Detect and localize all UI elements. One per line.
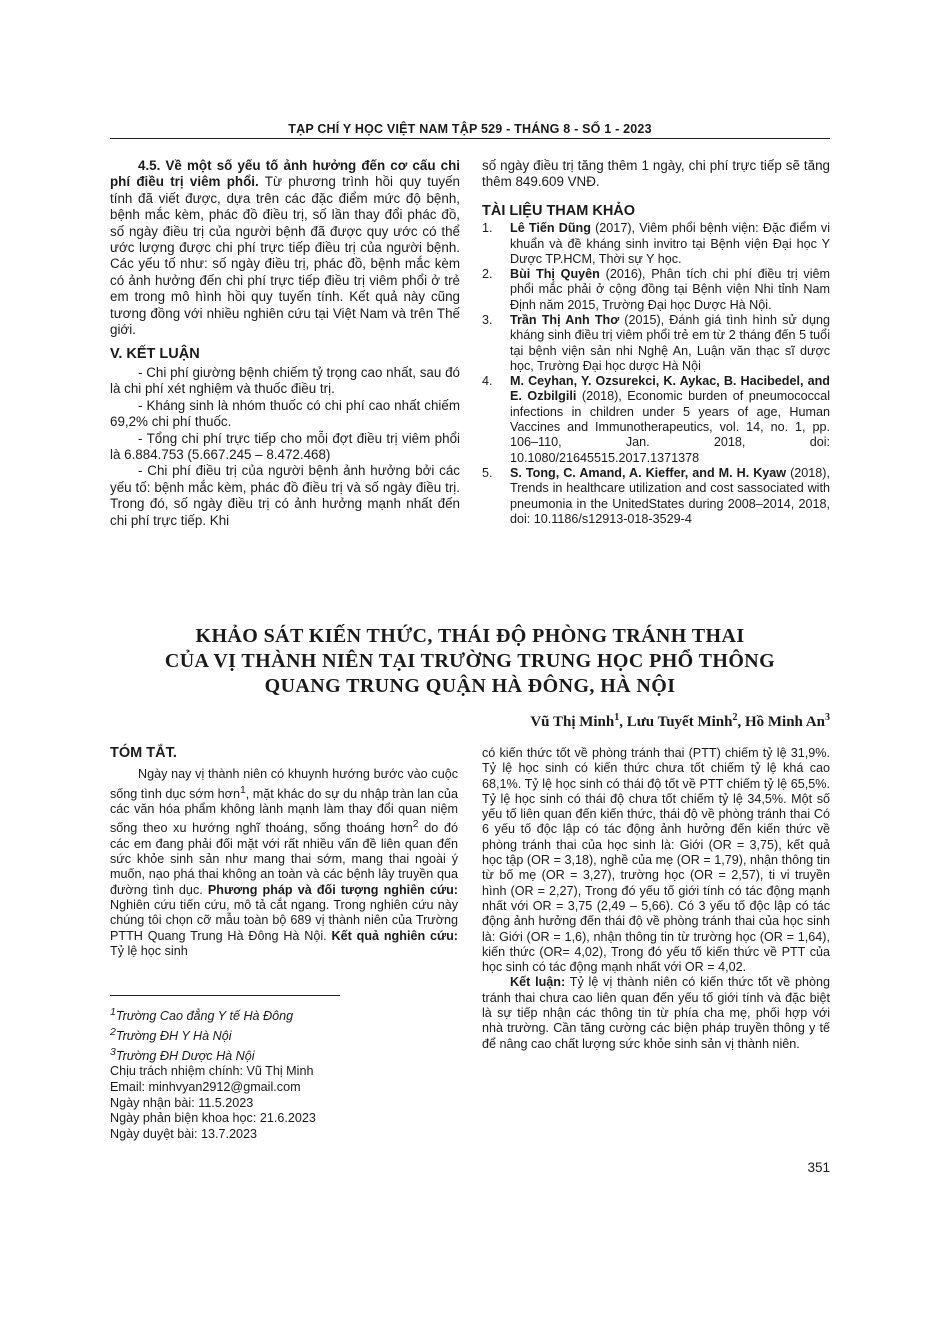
date-received: Ngày nhận bài: 11.5.2023 bbox=[110, 1095, 254, 1110]
reference-author: Trần Thị Anh Thơ bbox=[510, 313, 620, 327]
affiliation-text: Trường ĐH Dược Hà Nội bbox=[115, 1048, 255, 1063]
section-4-5-text: Từ phương trình hồi quy tuyến tính đã viết được, dựa trên các đặc điểm mức độ bệnh, bệnh mắc kèm, phác đồ điều trị, số lần thay đổi phác đồ, số ngày điều trị của người bệnh đã được quy ước có thể ước lượng được chi phí trực tiếp điều trị của người bệnh. Các yếu tố như: số ngày điều trị, phác đồ, bệnh mắc kèm có ảnh hưởng đến chi phí trực tiếp điều trị viêm phổi ở trẻ em trong mô hình hồi quy tuyến tính. Kết quả này cũng tương đồng với nhiều nghiên cứu tại Việt Nam và trên Thế giới. bbox=[110, 174, 460, 338]
section-4-5 bbox=[110, 158, 460, 338]
reference-item bbox=[482, 267, 830, 313]
reference-text: (2017), Viêm phổi bệnh viện: Đặc điểm vi khuẩn và đề kháng sinh invitro tại Bệnh viện Đại học Y Dược TP.HCM, Thời sự Y học. bbox=[510, 221, 831, 266]
section-5-heading: V. KẾT LUẬN bbox=[110, 346, 200, 363]
affiliation-text: Trường ĐH Y Hà Nội bbox=[115, 1028, 232, 1043]
article-title bbox=[110, 624, 830, 699]
abstract-right-column bbox=[482, 746, 830, 1052]
citation-mark: 2 bbox=[412, 818, 419, 831]
conclusion-bullet: - Chi phí giường bệnh chiếm tỷ trọng cao nhất, sau đó là chi phí xét nghiệm và thuốc điều trị. bbox=[110, 364, 460, 397]
references-list bbox=[482, 221, 830, 527]
reference-item bbox=[482, 313, 830, 374]
header-rule bbox=[110, 138, 830, 139]
conclusion-bullet: - Kháng sinh là nhóm thuốc có chi phí cao nhất chiếm 69,2% chi phí thuốc. bbox=[110, 397, 460, 430]
affiliation-mark: 1 bbox=[110, 1006, 116, 1018]
section-4-5-heading: 4.5. Về một số yếu tố ảnh hưởng đến cơ cấu chi phí điều trị viêm phổi. bbox=[110, 158, 460, 190]
upper-left-column bbox=[110, 158, 460, 529]
affiliation bbox=[110, 1025, 410, 1045]
affiliation-mark: 2 bbox=[110, 1025, 116, 1038]
methods-text: Nghiên cứu tiến cứu, mô tả cắt ngang. Trong nghiên cứu này chúng tôi chọn cỡ mẫu toàn bộ 689 vị thành niên của Trường PTTH Quang Trung Hà Đông Hà Nội. bbox=[110, 898, 458, 943]
conclusion-bullet: - Tổng chi phí trực tiếp cho mỗi đợt điều trị viêm phổi là 6.884.753 (5.667.245 – 8.472.468) bbox=[110, 430, 460, 462]
author-name: Lưu Tuyết Minh bbox=[626, 714, 733, 730]
author-name: Vũ Thị Minh bbox=[530, 714, 615, 730]
conclusion-text: Tỷ lệ vị thành niên có kiến thức tốt về phòng tránh thai chưa cao liên quan đến yếu tố giới tính và đặc biệt là sự tiếp nhận các thông tin từ phía cha mẹ, phối hợp với nhà trường. Cần tăng cường các biện pháp truyền thông y tế để nâng cao chất lượng sức khỏe sinh sản vị thành niên. bbox=[482, 975, 830, 1051]
reference-author: S. Tong, C. Amand, A. Kieffer, and M. H. Kyaw bbox=[510, 465, 787, 480]
results-text: Tỷ lệ học sinh bbox=[110, 943, 188, 958]
footnote-rule bbox=[110, 995, 340, 996]
conclusion-paragraph bbox=[482, 975, 830, 1051]
abstract-text: Ngày nay vị thành niên có khuynh hướng bước vào cuộc sống tình dục sớm hơn bbox=[110, 767, 458, 801]
abstract-text: , mặt khác do sự du nhập tràn lan của các văn hóa phẩm không lành mạnh làm thay đổi quan niệm sống theo xu hướng nghĩ thoáng, sống thoáng hơn bbox=[110, 786, 458, 836]
reference-text: (2015), Đánh giá tình hình sử dụng kháng sinh điều trị viêm phổi trẻ em từ 2 tháng đến 5 tuổi tại bệnh viện sản nhi Nghệ An, Luận văn thạc sĩ dược học, Trường Đại học dược Hà Nội bbox=[510, 313, 830, 373]
author-affiliation-mark: 3 bbox=[825, 712, 830, 723]
author-name: Hồ Minh An bbox=[744, 714, 825, 730]
reference-author: Lê Tiến Dũng bbox=[510, 221, 591, 236]
conclusion-continuation: số ngày điều trị tăng thêm 1 ngày, chi phí trực tiếp sẽ tăng thêm 849.609 VNĐ. bbox=[482, 158, 830, 190]
reference-number: 3. bbox=[482, 313, 493, 327]
reference-number: 4. bbox=[482, 374, 493, 389]
abstract-left-column bbox=[110, 746, 458, 959]
author-list: Vũ Thị Minh$^1$, Lưu Tuyết Minh$^2$, Hồ Minh An$^3$ bbox=[530, 712, 830, 730]
affiliation-text: Trường Cao đẳng Y tế Hà Đông bbox=[115, 1009, 294, 1024]
journal-header: TẠP CHÍ Y HỌC VIỆT NAM TẬP 529 - THÁNG 8 - SỐ 1 - 2023 bbox=[288, 122, 652, 136]
affiliation-mark: 3 bbox=[110, 1045, 116, 1058]
page-number: 351 bbox=[807, 1160, 830, 1175]
abstract-heading: TÓM TẮT. bbox=[110, 745, 177, 761]
reference-number: 2. bbox=[482, 267, 493, 282]
reference-number: 5. bbox=[482, 465, 493, 480]
reference-author: M. Ceyhan, Y. Ozsurekci, K. Aykac, B. Hacibedel, and E. Ozbilgili bbox=[510, 374, 830, 404]
affiliation bbox=[110, 1005, 410, 1025]
reference-number: 1. bbox=[482, 221, 493, 236]
references-heading: TÀI LIỆU THAM KHẢO bbox=[482, 202, 636, 219]
reference-text: (2018), Trends in healthcare utilization and cost sassociated with pneumonia in the UnitedStates during 2008–2014, 2018, doi: 10.1186/s12913-018-3529-4 bbox=[510, 465, 830, 526]
abstract-text: do đó các em đang phải đối mặt với rất nhiều vấn đề liên quan đến sức khỏe sinh sản như mang thai sớm, mang thai ngoài ý muốn, nạo phá thai không an toàn và các bệnh lây truyền qua đường tình dục. bbox=[110, 821, 458, 897]
article-title-line: CỦA VỊ THÀNH NIÊN TẠI TRƯỜNG TRUNG HỌC PHỔ THÔNG bbox=[164, 650, 776, 672]
article-title-line: KHẢO SÁT KIẾN THỨC, THÁI ĐỘ PHÒNG TRÁNH THAI bbox=[195, 625, 745, 647]
citation-mark: 1 bbox=[239, 783, 246, 796]
conclusion-label: Kết luận: bbox=[510, 975, 566, 990]
corresponding-author: Chịu trách nhiệm chính: Vũ Thị Minh bbox=[110, 1064, 314, 1079]
reference-item bbox=[482, 221, 830, 267]
reference-item bbox=[482, 466, 830, 527]
footnotes bbox=[110, 1005, 410, 1142]
methods-label: Phương pháp và đối tượng nghiên cứu: bbox=[207, 882, 458, 897]
article-title-line: QUANG TRUNG QUẬN HÀ ĐÔNG, HÀ NỘI bbox=[264, 675, 676, 697]
abstract-paragraph bbox=[110, 767, 458, 959]
date-reviewed: Ngày phản biện khoa học: 21.6.2023 bbox=[110, 1111, 316, 1126]
author-affiliation-mark: 2 bbox=[732, 712, 738, 723]
conclusion-bullet: - Chi phí điều trị của người bệnh ảnh hưởng bởi các yếu tố: bệnh mắc kèm, phác đồ điều trị và số ngày điều trị. Trong đó, số ngày điều trị có ảnh hưởng mạnh nhất đến chi phí trực tiếp. Khi bbox=[110, 463, 460, 528]
results-label: Kết quả nghiên cứu: bbox=[331, 928, 458, 943]
reference-text: (2016), Phân tích chi phí điều trị viêm phổi mắc phải ở cộng đồng tại Bệnh viện Nhi tỉnh Nam Định năm 2015, Trường Đại học Dược Hà Nội. bbox=[510, 267, 831, 312]
upper-right-column bbox=[482, 158, 830, 527]
reference-author: Bùi Thị Quyên bbox=[510, 267, 600, 282]
affiliation bbox=[110, 1045, 410, 1065]
author-affiliation-mark: 1 bbox=[614, 712, 620, 723]
reference-text: (2018), Economic burden of pneumococcal infections in children under 5 years of age, Human Vaccines and Immunotherapeutics, vol. 14, no. 1, pp. 106–110, Jan. 2018, doi: 10.1080/21645515.2017.1371378 bbox=[510, 389, 830, 465]
date-approved: Ngày duyệt bài: 13.7.2023 bbox=[110, 1126, 258, 1141]
email: Email: minhvyan2912@gmail.com bbox=[110, 1079, 301, 1094]
results-continuation: có kiến thức tốt về phòng tránh thai (PTT) chiếm tỷ lệ 31,9%. Tỷ lệ học sinh có kiến thức chưa tốt chiếm tỷ lệ khá cao 68,1%. Tỷ lệ học sinh có thái độ tốt về PTT chiếm tỷ lệ 65,5%. Tỷ lệ học sinh có thái độ chưa tốt chiếm tỷ lệ 34,5%. Một số yếu tố liên quan đến kiến thức, thái độ về phòng tránh thai Có 6 yếu tố độc lập có tác động ảnh hưởng đến kiến thức về phòng tránh thai của học sinh là: Giới (OR = 3,75), kết quả học tập (OR = 3,18), nghề của mẹ (OR = 1,79), nhận thông tin từ bố mẹ (OR = 3,27), trường học (OR = 2,57), ti vi truyền hình (OR = 2,27), Trong đó yếu tố giới tính có tác động mạnh nhất với OR = 3,75 (2,49 – 5,66). Có 3 yếu tố độc lập có tác động ảnh hưởng đến thái độ về phòng tránh thai của học sinh là: Giới (OR = 1,6), nhận thông tin từ trường học (OR = 1,64), kiến thức (OR= 4,02), Trong đó yếu tố kiến thức về PTT của học sinh có tác động mạnh nhất với OR = 4,02. bbox=[482, 746, 830, 975]
reference-item bbox=[482, 374, 830, 466]
